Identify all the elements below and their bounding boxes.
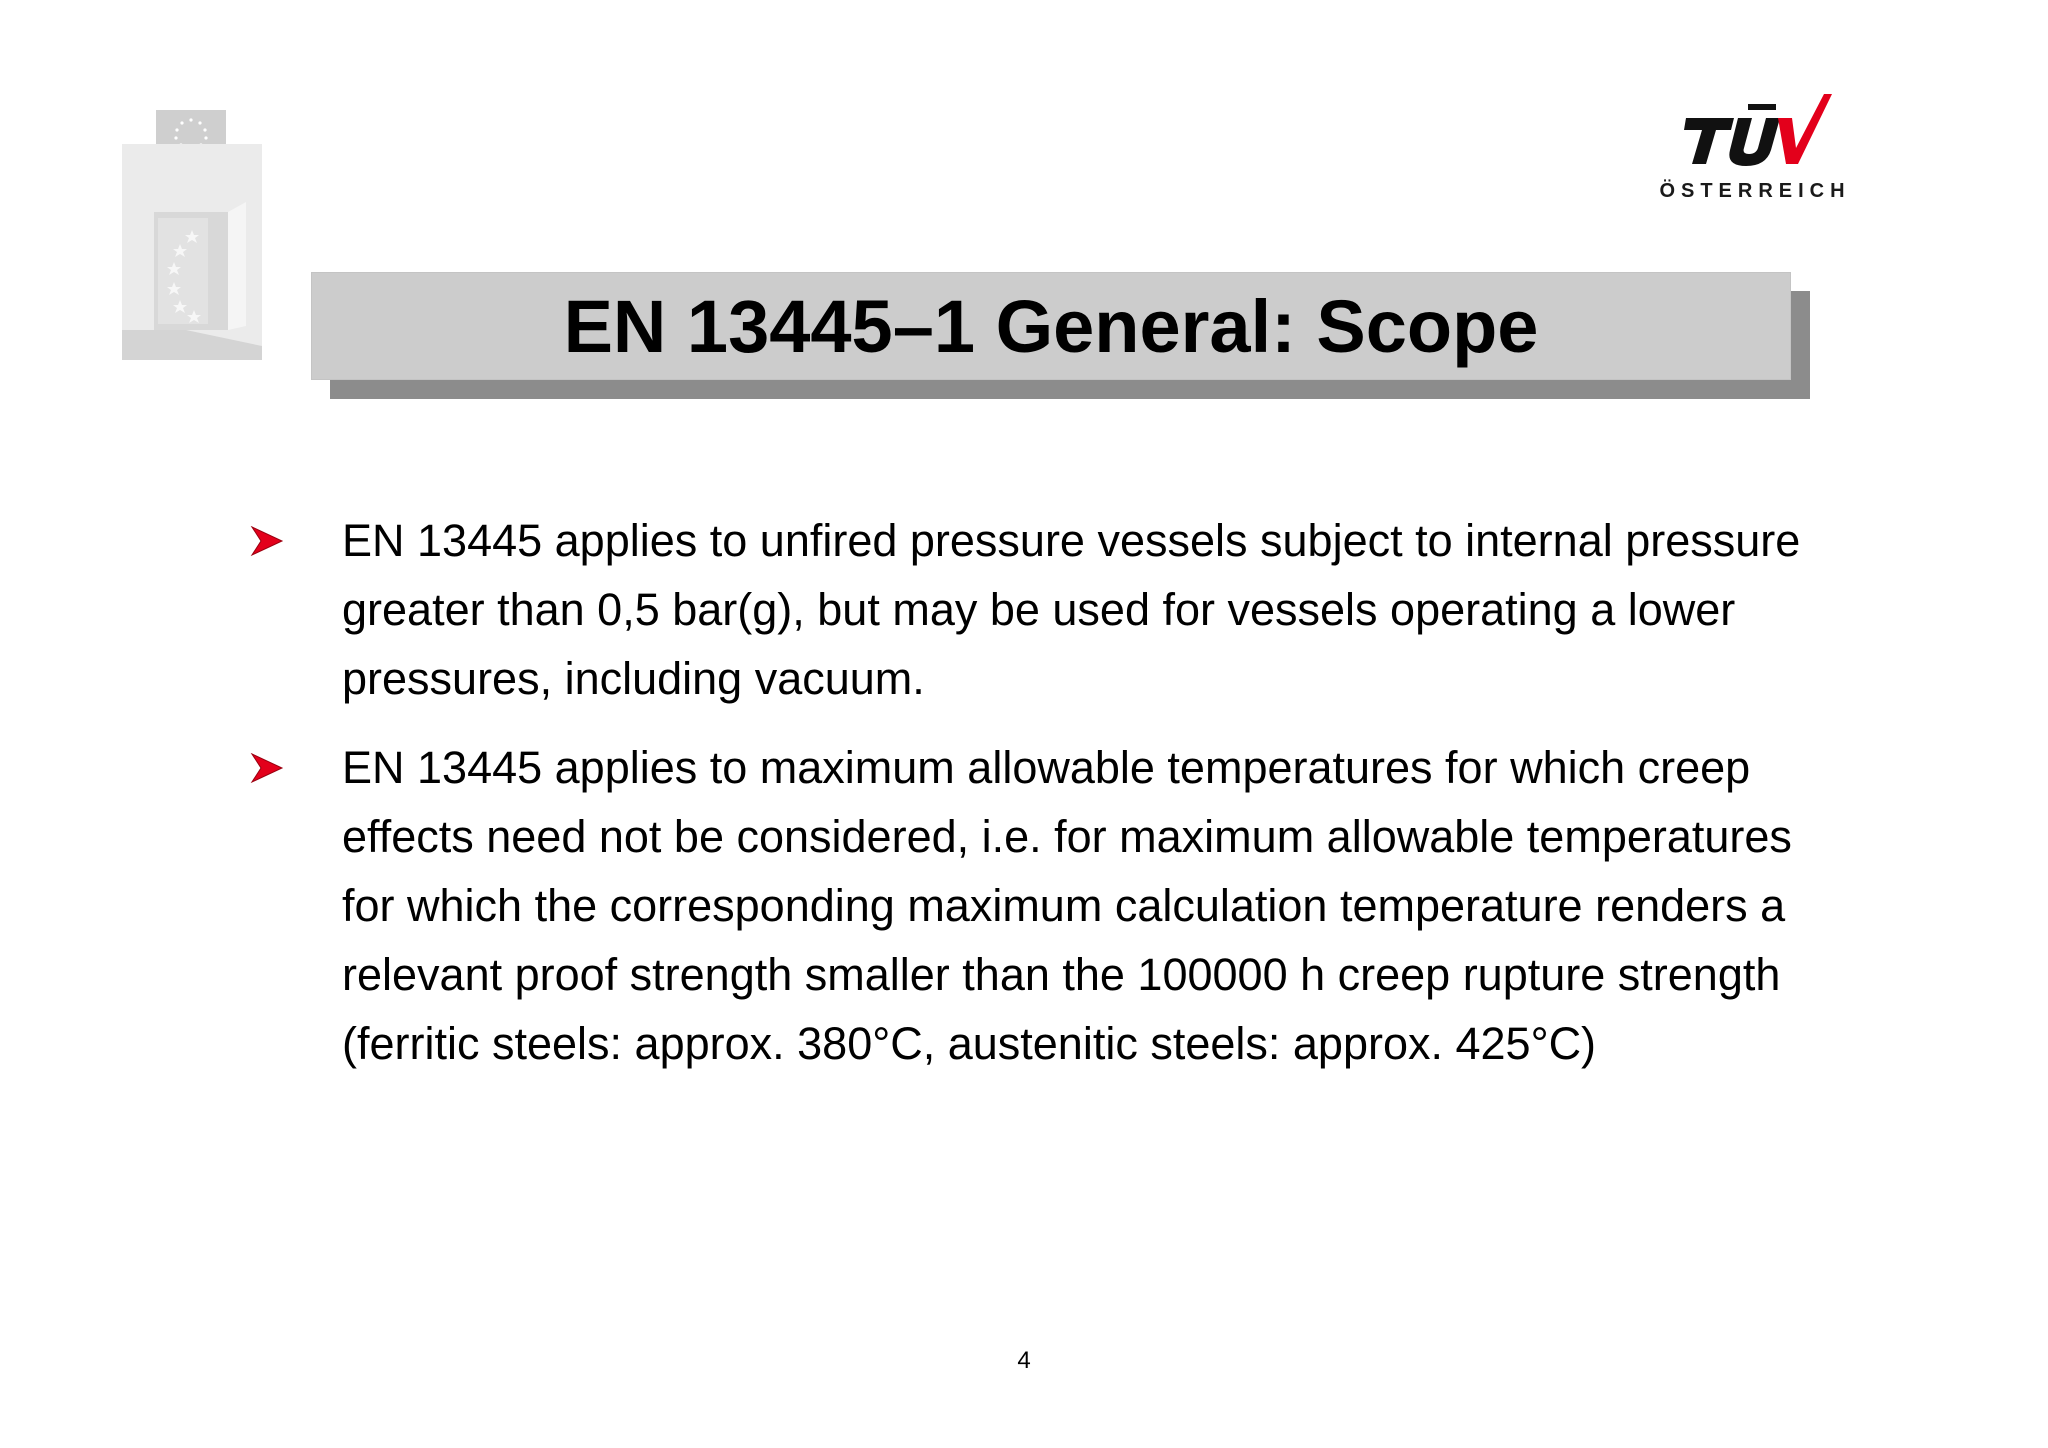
tuv-wordmark: [1682, 92, 1832, 170]
bullet-text: EN 13445 applies to maximum allowable temperatures for which creep effects need not be considered, i.e. for maximum allowable temperatures for which the corresponding maximum calculation temperature renders a relevant proof strength smaller than the 100000 h creep rupture strength (ferritic steels: approx. 380°C, austenitic steels: approx. 425°C): [342, 742, 1792, 1069]
slide-title: EN 13445–1 General: Scope: [563, 284, 1539, 368]
tuv-subtitle: ÖSTERREICH: [1659, 180, 1851, 202]
arrowhead-icon: [250, 525, 284, 557]
arrowhead-icon: [250, 752, 284, 784]
bullet-text: EN 13445 applies to unfired pressure vessels subject to internal pressure greater than 0,5 bar(g), but may be used for vessels operating a lower pressures, including vacuum.: [342, 515, 1801, 704]
tuv-logo: [1650, 92, 1860, 210]
title-banner: [311, 272, 1791, 380]
list-item: [250, 733, 1810, 1078]
bullet-list: [250, 506, 1810, 1098]
list-item: [250, 506, 1810, 713]
eu-emblem-icon: [122, 110, 262, 360]
page-number: 4: [1017, 1347, 1031, 1374]
